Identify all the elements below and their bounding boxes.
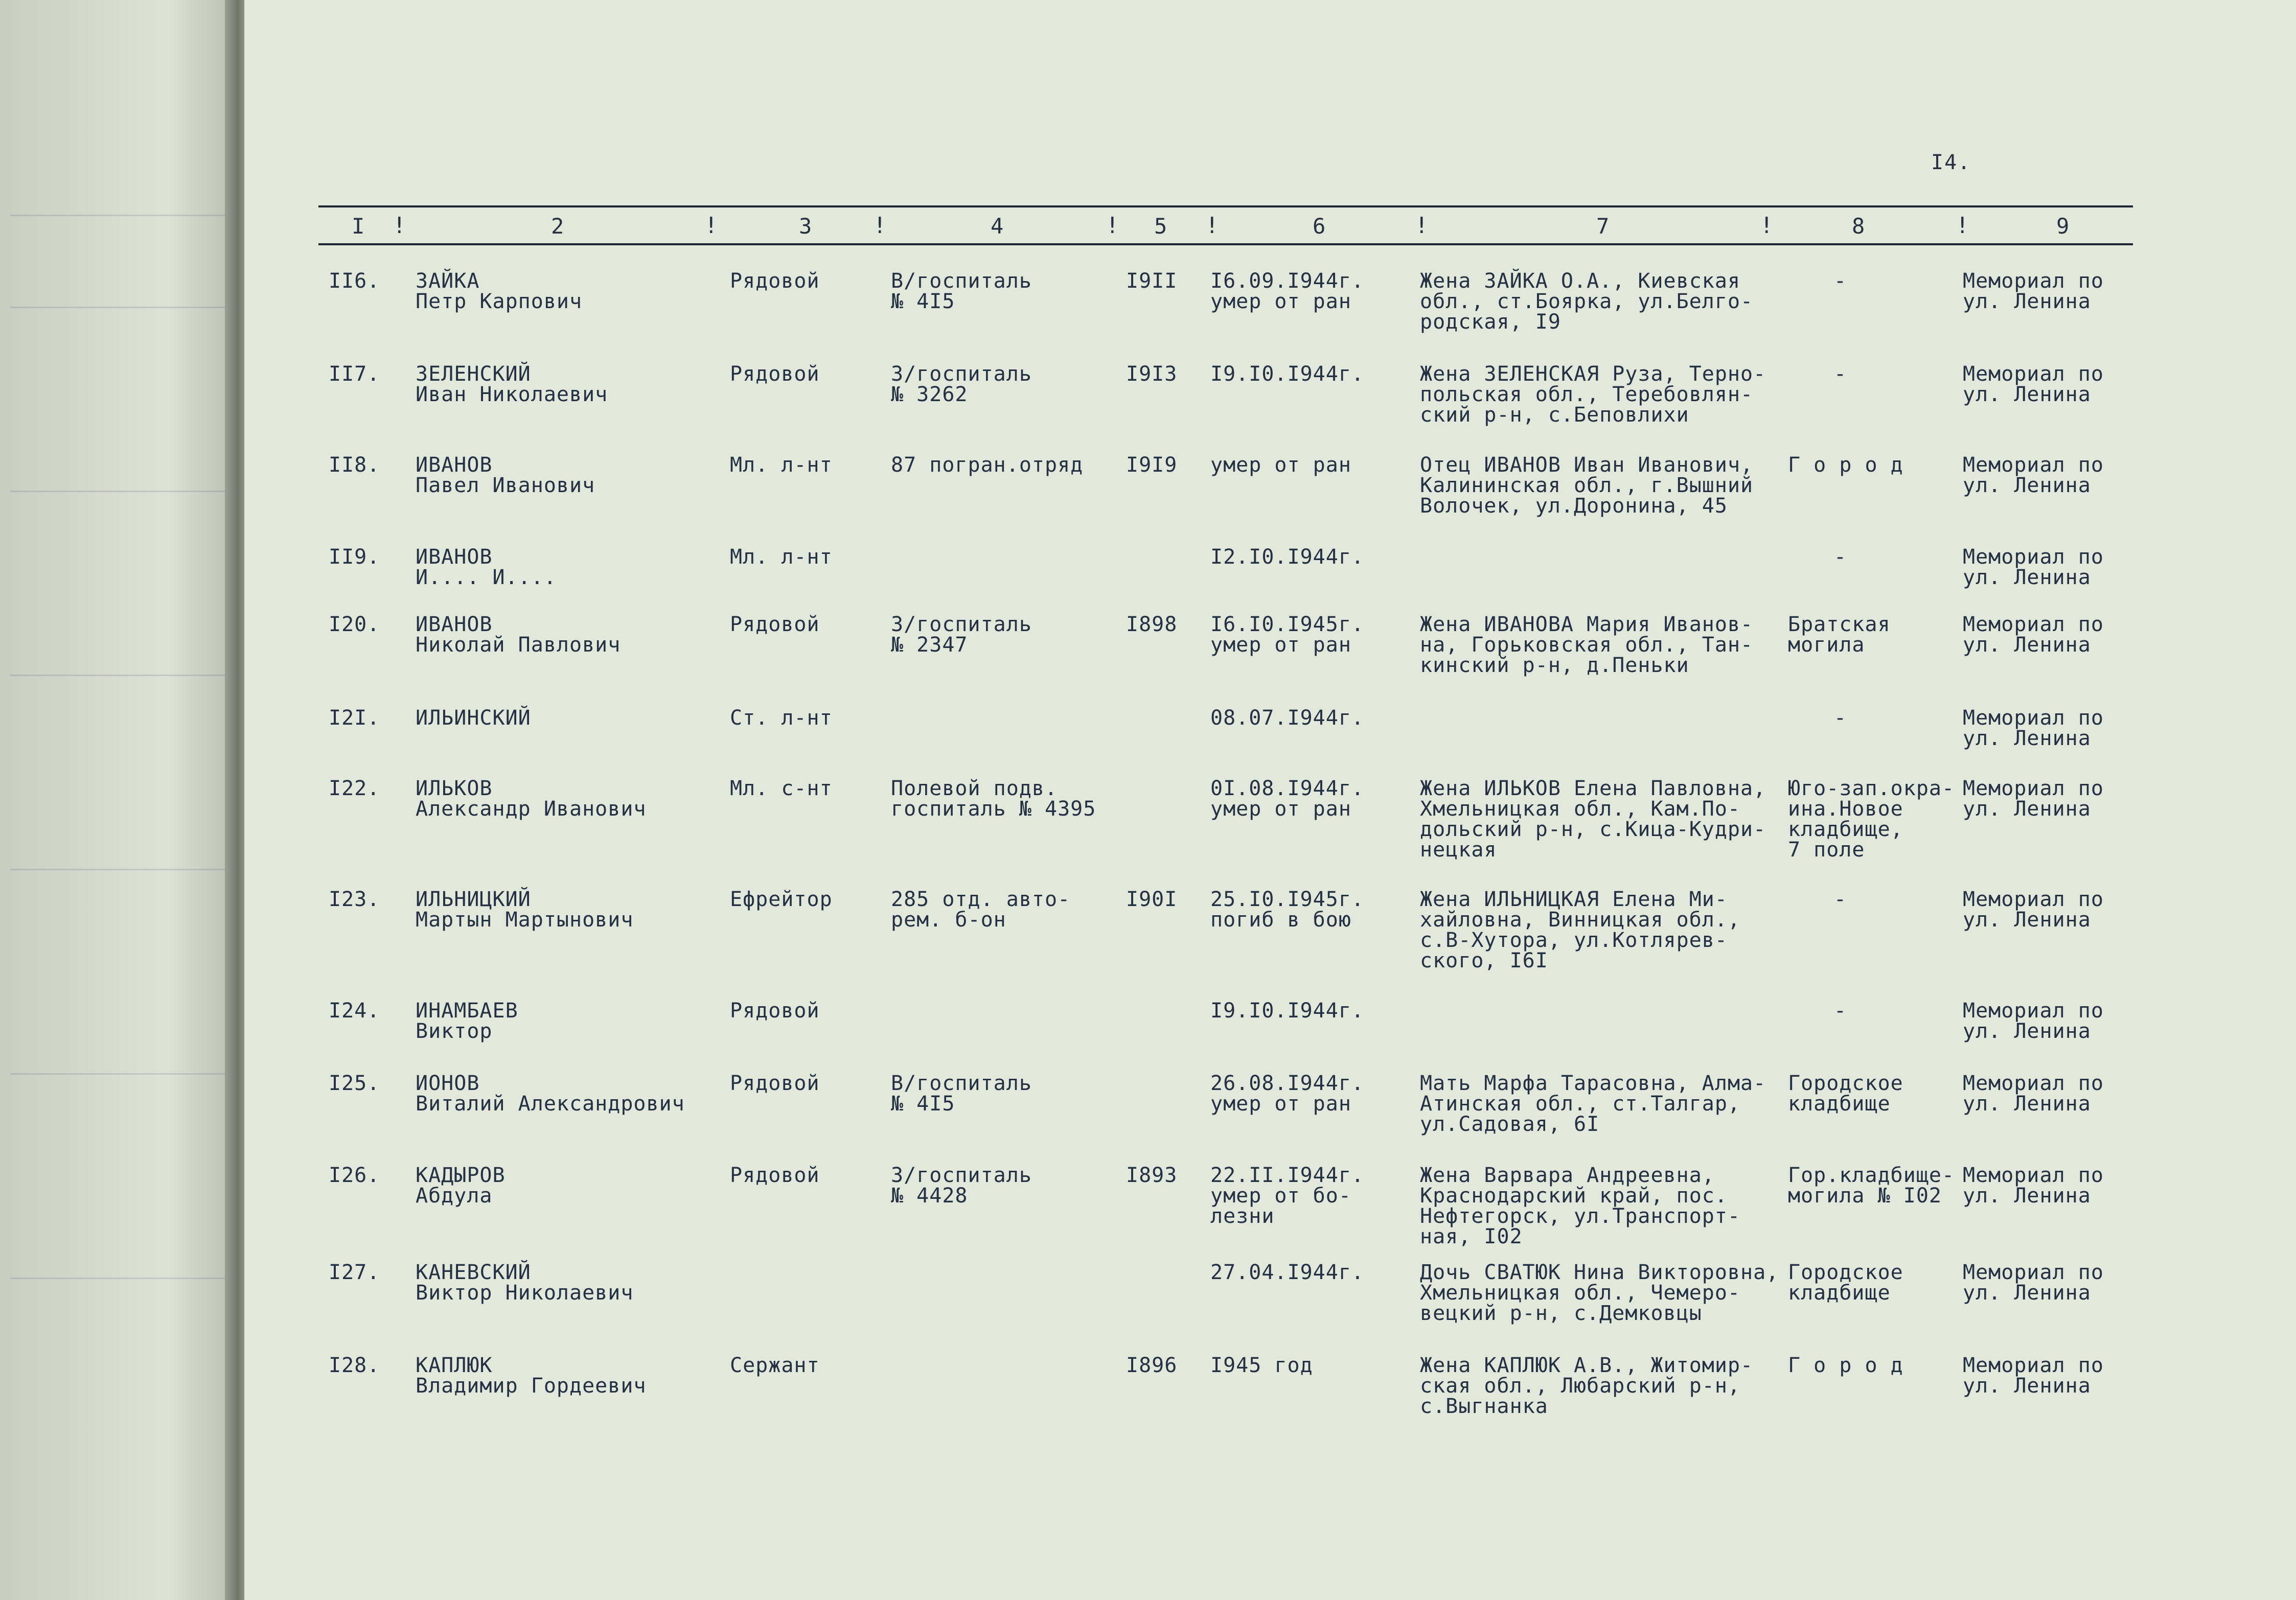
record-name: ИОНОВ Виталий Александрович (416, 1072, 685, 1116)
column-header-1: I (352, 214, 365, 239)
record-burial-place: Городское кладбище (1788, 1072, 1903, 1116)
record-rank: Мл. с-нт (730, 777, 833, 800)
record-name: КАПЛЮК Владимир Гордеевич (416, 1354, 647, 1398)
record-name: ИВАНОВ И.... И.... (416, 545, 557, 589)
record-burial-place: - (1834, 362, 1847, 386)
record-burial-place: Г о р о д (1788, 453, 1903, 477)
record-unit: З/госпиталь № 2347 (891, 613, 1032, 657)
record-number: I20. (329, 613, 380, 636)
record-name: ИЛЬНИЦКИЙ Мартын Мартынович (416, 888, 634, 932)
record-burial-place: - (1834, 545, 1847, 569)
column-separator: ! (393, 213, 406, 239)
record-rank: Мл. л-нт (730, 453, 833, 477)
record-memorial: Мемориал по ул. Ленина (1963, 362, 2104, 406)
record-burial-place: Г о р о д (1788, 1354, 1903, 1377)
record-rank: Ст. л-нт (730, 706, 833, 730)
column-header-6: 6 (1313, 214, 1326, 239)
record-death-date: 26.08.I944г. умер от ран (1210, 1072, 1364, 1116)
record-number: I27. (329, 1261, 380, 1284)
record-relatives: Жена ИЛЬКОВ Елена Павловна, Хмельницкая обл., Кам.По- дольский р-н, с.Кица-Кудри- нецкая (1420, 777, 1766, 862)
record-unit: В/госпиталь № 4I5 (891, 1072, 1032, 1116)
record-number: II7. (329, 362, 380, 386)
bleed-through-line (10, 1073, 225, 1105)
bleed-through-line (10, 491, 225, 523)
record-death-date: I9.I0.I944г. (1210, 999, 1364, 1023)
record-death-date: 27.04.I944г. (1210, 1261, 1364, 1284)
record-rank: Ефрейтор (730, 888, 833, 911)
column-separator: ! (1106, 213, 1119, 239)
record-rank: Сержант (730, 1354, 820, 1377)
record-death-date: 0I.08.I944г. умер от ран (1210, 777, 1364, 821)
column-separator: ! (1415, 213, 1429, 239)
column-header-2: 2 (551, 214, 564, 239)
record-birth-year: I9II (1126, 269, 1178, 293)
record-name: ИВАНОВ Николай Павлович (416, 613, 621, 657)
record-rank: Рядовой (730, 1072, 820, 1095)
page-number: I4. (1931, 151, 1971, 174)
record-rank: Рядовой (730, 999, 820, 1023)
record-relatives: Дочь СВАТЮК Нина Викторовна, Хмельницкая обл., Чемеро- вецкий р-н, с.Демковцы (1420, 1261, 1779, 1325)
record-unit: 285 отд. авто- рем. б-он (891, 888, 1071, 932)
column-header-5: 5 (1154, 214, 1167, 239)
facing-page (0, 0, 239, 1600)
record-number: I24. (329, 999, 380, 1023)
record-number: I2I. (329, 706, 380, 730)
record-memorial: Мемориал по ул. Ленина (1963, 1072, 2104, 1116)
record-rank: Рядовой (730, 362, 820, 386)
record-relatives: Отец ИВАНОВ Иван Иванович, Калининская обл., г.Вышний Волочек, ул.Доронина, 45 (1420, 453, 1754, 518)
record-relatives: Жена КАПЛЮК А.В., Житомир- ская обл., Любарский р-н, с.Выгнанка (1420, 1354, 1754, 1418)
record-unit: З/госпиталь № 3262 (891, 362, 1032, 406)
record-number: I28. (329, 1354, 380, 1377)
record-burial-place: - (1834, 706, 1847, 730)
record-name: ИЛЬКОВ Александр Иванович (416, 777, 647, 821)
record-birth-year: I90I (1126, 888, 1178, 911)
record-number: II9. (329, 545, 380, 569)
record-name: ИЛЬИНСКИЙ (416, 706, 531, 730)
record-number: I22. (329, 777, 380, 800)
record-memorial: Мемориал по ул. Ленина (1963, 888, 2104, 932)
record-name: КАНЕВСКИЙ Виктор Николаевич (416, 1261, 634, 1305)
record-burial-place: Гор.кладбище- могила № I02 (1788, 1164, 1955, 1208)
record-death-date: I6.09.I944г. умер от ран (1210, 269, 1364, 313)
bleed-through-line (10, 215, 225, 247)
record-birth-year: I896 (1126, 1354, 1178, 1377)
record-number: II6. (329, 269, 380, 293)
record-unit: З/госпиталь № 4428 (891, 1164, 1032, 1208)
record-unit: 87 погран.отряд (891, 453, 1084, 477)
column-header-7: 7 (1596, 214, 1610, 239)
column-header-4: 4 (991, 214, 1004, 239)
record-relatives: Жена ИЛЬНИЦКАЯ Елена Ми- хайловна, Винницкая обл., с.В-Хутора, ул.Котлярев- ского, I6I (1420, 888, 1741, 972)
record-memorial: Мемориал по ул. Ленина (1963, 613, 2104, 657)
record-relatives: Мать Марфа Тарасовна, Алма- Атинская обл., ст.Талгар, ул.Садовая, 6I (1420, 1072, 1766, 1136)
record-memorial: Мемориал по ул. Ленина (1963, 453, 2104, 497)
record-rank: Рядовой (730, 1164, 820, 1187)
column-separator: ! (1760, 213, 1774, 239)
column-header-9: 9 (2056, 214, 2070, 239)
record-number: I25. (329, 1072, 380, 1095)
record-birth-year: I9I3 (1126, 362, 1178, 386)
record-memorial: Мемориал по ул. Ленина (1963, 777, 2104, 821)
header-top-rule (318, 205, 2133, 207)
record-name: ИНАМБАЕВ Виктор (416, 999, 518, 1043)
record-death-date: умер от ран (1210, 453, 1351, 477)
record-burial-place: - (1834, 999, 1847, 1023)
record-rank: Мл. л-нт (730, 545, 833, 569)
record-memorial: Мемориал по ул. Ленина (1963, 999, 2104, 1043)
record-name: ИВАНОВ Павел Иванович (416, 453, 595, 497)
record-birth-year: I898 (1126, 613, 1178, 636)
header-bottom-rule (318, 243, 2133, 245)
record-death-date: 25.I0.I945г. погиб в бою (1210, 888, 1364, 932)
record-death-date: I6.I0.I945г. умер от ран (1210, 613, 1364, 657)
record-number: I26. (329, 1164, 380, 1187)
bleed-through-line (10, 1278, 225, 1310)
record-name: КАДЫРОВ Абдула (416, 1164, 506, 1208)
column-separator: ! (704, 213, 718, 239)
record-death-date: I2.I0.I944г. (1210, 545, 1364, 569)
record-death-date: 22.II.I944г. умер от бо- лезни (1210, 1164, 1364, 1228)
record-burial-place: - (1834, 888, 1847, 911)
record-relatives: Жена ЗЕЛЕНСКАЯ Руза, Терно- польская обл., Теребовлян- ский р-н, с.Беповлихи (1420, 362, 1766, 427)
record-memorial: Мемориал по ул. Ленина (1963, 1164, 2104, 1208)
bleed-through-line (10, 869, 225, 901)
record-burial-place: Юго-зап.окра- ина.Новое кладбище, 7 поле (1788, 777, 1955, 862)
column-separator: ! (873, 213, 887, 239)
column-header-3: 3 (799, 214, 812, 239)
record-birth-year: I893 (1126, 1164, 1178, 1187)
bleed-through-line (10, 675, 225, 707)
record-burial-place: Городское кладбище (1788, 1261, 1903, 1305)
record-relatives: Жена Варвара Андреевна, Краснодарский край, пос. Нефтегорск, ул.Транспорт- ная, I02 (1420, 1164, 1741, 1248)
record-unit: В/госпиталь № 4I5 (891, 269, 1032, 313)
document-page (244, 0, 2296, 1600)
record-memorial: Мемориал по ул. Ленина (1963, 706, 2104, 750)
record-birth-year: I9I9 (1126, 453, 1178, 477)
column-separator: ! (1205, 213, 1219, 239)
column-header-8: 8 (1852, 214, 1865, 239)
record-rank: Рядовой (730, 269, 820, 293)
record-death-date: I945 год (1210, 1354, 1313, 1377)
record-death-date: I9.I0.I944г. (1210, 362, 1364, 386)
column-separator: ! (1956, 213, 1969, 239)
record-memorial: Мемориал по ул. Ленина (1963, 1354, 2104, 1398)
record-relatives: Жена ЗАЙКА О.А., Киевская обл., ст.Боярка, ул.Белго- родская, I9 (1420, 269, 1754, 334)
record-memorial: Мемориал по ул. Ленина (1963, 1261, 2104, 1305)
record-burial-place: Братская могила (1788, 613, 1891, 657)
record-number: I23. (329, 888, 380, 911)
record-relatives: Жена ИВАНОВА Мария Иванов- на, Горьковская обл., Тан- кинский р-н, д.Пеньки (1420, 613, 1754, 677)
record-memorial: Мемориал по ул. Ленина (1963, 545, 2104, 589)
record-name: ЗАЙКА Петр Карпович (416, 269, 583, 313)
record-memorial: Мемориал по ул. Ленина (1963, 269, 2104, 313)
record-unit: Полевой подв. госпиталь № 4395 (891, 777, 1096, 821)
record-name: ЗЕЛЕНСКИЙ Иван Николаевич (416, 362, 608, 406)
record-number: II8. (329, 453, 380, 477)
record-rank: Рядовой (730, 613, 820, 636)
record-burial-place: - (1834, 269, 1847, 293)
bleed-through-line (10, 307, 225, 339)
record-death-date: 08.07.I944г. (1210, 706, 1364, 730)
